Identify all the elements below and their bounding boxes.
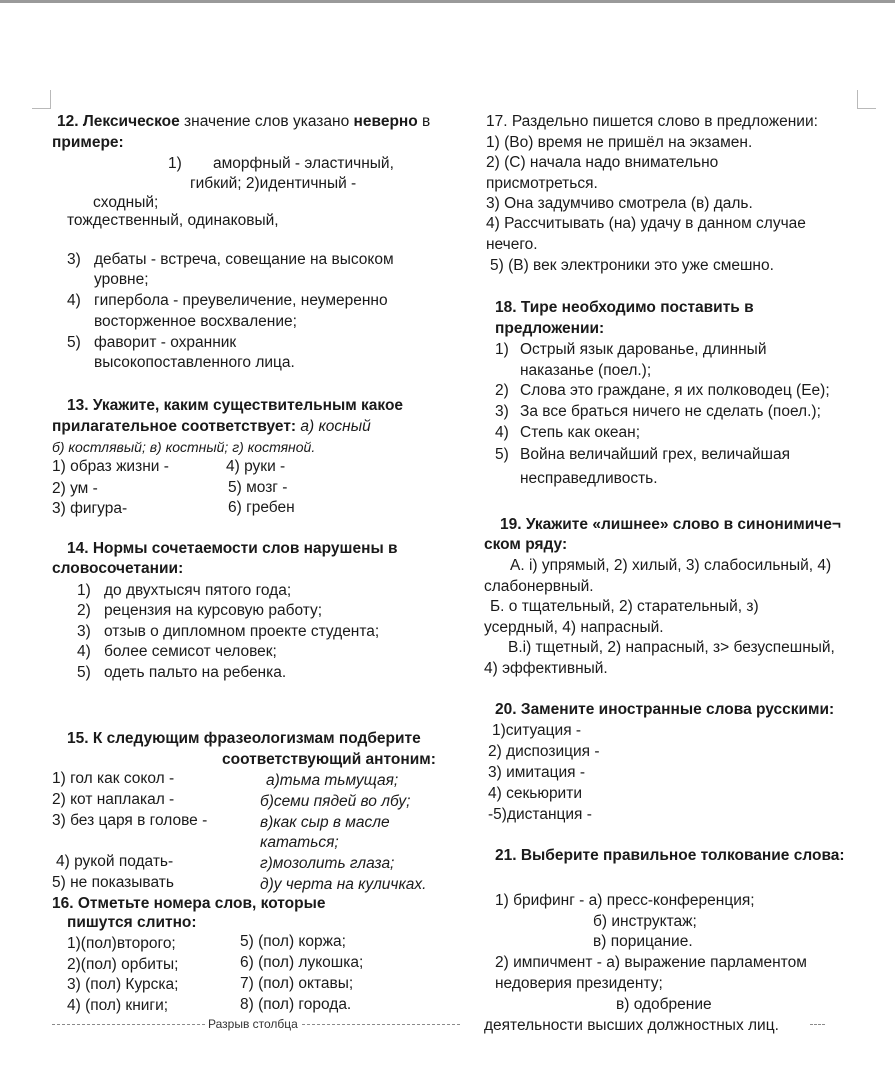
q18-item4: Степь как океан;	[520, 424, 641, 441]
q14-item-text: до двухтысяч пятого года;	[104, 582, 292, 599]
q18-item1-num: 1)	[495, 341, 509, 358]
q16-word-5: 5) (пол) коржа;	[240, 933, 346, 950]
q18-title-line1: 18. Тире необходимо поставить в	[495, 299, 754, 316]
q20-word-2: 2) диспозиция -	[488, 743, 600, 760]
q19-title-line1: 19. Укажите «лишнее» слово в синонимиче¬	[500, 516, 841, 533]
q12-item1-line1: аморфный - эластичный,	[213, 155, 394, 172]
q12-item5-line2: высокопоставленного лица.	[94, 354, 295, 371]
q15-phrase-4: 4) рукой подать-	[56, 853, 174, 870]
q12-item4-line1: гипербола - преувеличение, неумеренно	[94, 292, 388, 309]
q18-item5-line1: Война величайший грех, величайшая	[520, 446, 790, 463]
q15-phrase-2: 2) кот наплакал -	[52, 791, 175, 808]
q12-item1-line3: сходный;	[93, 194, 159, 211]
margin-corner-right	[857, 90, 876, 109]
q12-item1-num: 1)	[168, 155, 182, 172]
q12-item1-line4: тождественный, одинаковый,	[67, 212, 279, 229]
q19-row-a-line2: слабонервный.	[484, 578, 594, 595]
q16-word-3: 3) (пол) Курска;	[67, 976, 179, 993]
q14-title-line2: словосочетании:	[52, 560, 184, 577]
q15-phrase-1: 1) гол как сокол -	[52, 770, 175, 787]
q16-word-8: 8) (пол) города.	[240, 996, 352, 1013]
q21-line3: в) порицание.	[593, 933, 693, 950]
q18-item2-num: 2)	[495, 382, 509, 399]
q12-item5-line1: фаворит - охранник	[94, 334, 237, 351]
q21-line5: недоверия президенту;	[495, 975, 663, 992]
q16-word-4: 4) (пол) книги;	[67, 997, 169, 1014]
q20-word-1: 1)ситуация -	[492, 722, 582, 739]
q14-item-text: отзыв о дипломном проекте студента;	[104, 623, 380, 640]
q16-word-2: 2)(пол) орбиты;	[67, 956, 179, 973]
q12-item3-line2: уровне;	[94, 271, 149, 288]
q15-antonym-a: а)тьма тьмущая;	[266, 772, 399, 789]
q13-title-line1: 13. Укажите, каким существительным какое	[67, 397, 404, 414]
q17-line3: присмотреться.	[486, 175, 598, 192]
q21-line4: 2) импичмент - а) выражение парламентом	[495, 954, 807, 971]
q17-line4: 3) Она задумчиво смотрела (в) даль.	[486, 195, 753, 212]
q17-line2: 2) (С) начала надо внимательно	[486, 154, 719, 171]
column-break-line-right	[810, 1024, 825, 1025]
q12-title-line1: 12. Лексическое значение слов указано неверно в	[57, 113, 431, 130]
q18-item3-num: 3)	[495, 403, 509, 420]
margin-corner-left	[32, 90, 51, 109]
q15-phrase-3: 3) без царя в голове -	[52, 812, 208, 829]
q20-title: 20. Замените иностранные слова русскими:	[495, 701, 835, 718]
q19-row-b-line2: усердный, 4) напрасный.	[484, 619, 664, 636]
q15-antonym-e: д)у черта на куличках.	[260, 876, 427, 893]
q14-item-text: рецензия на курсовую работу;	[104, 602, 323, 619]
q12-item4-line2: восторженное восхваление;	[94, 313, 297, 330]
q20-word-3: 3) имитация -	[488, 764, 586, 781]
top-border	[0, 0, 895, 3]
q16-word-1: 1)(пол)второго;	[67, 935, 176, 952]
q15-antonym-d: г)мозолить глаза;	[260, 855, 395, 872]
q18-title-line2: предложении:	[495, 320, 605, 337]
q18-item3: За все браться ничего не сделать (поел.);	[520, 403, 821, 420]
q13-noun-4: 4) руки -	[226, 458, 286, 475]
q13-title-line2: прилагательное соответствует: а) косный	[52, 418, 371, 435]
q21-line2: б) инструктаж;	[593, 913, 697, 930]
q17-line7: 5) (В) век электроники это уже смешно.	[490, 257, 774, 274]
q14-item-num: 4)	[77, 643, 91, 660]
q16-title-line1: 16. Отметьте номера слов, которые	[52, 895, 326, 912]
q18-item2: Слова это граждане, я их полководец (Ее);	[520, 382, 830, 399]
q12-item3-line1: дебаты - встреча, совещание на высоком	[94, 251, 394, 268]
q20-word-5: -5)дистанция -	[488, 806, 592, 823]
q15-phrase-5: 5) не показывать	[52, 874, 174, 891]
q15-antonym-b: б)семи пядей во лбу;	[260, 793, 411, 810]
q14-item-num: 1)	[77, 582, 91, 599]
q19-row-a-line1: А. i) упрямый, 2) хилый, 3) слабосильный, 4)	[510, 557, 832, 574]
q15-title-line2: соответствующий антоним:	[222, 751, 436, 768]
q19-row-c-line2: 4) эффективный.	[484, 660, 608, 677]
q14-item-num: 5)	[77, 664, 91, 681]
q18-item4-num: 4)	[495, 424, 509, 441]
q19-row-c-line1: В.i) тщетный, 2) напрасный, з> безуспешный,	[508, 639, 835, 656]
q19-row-b-line1: Б. о тщательный, 2) старательный, з)	[490, 598, 759, 615]
q13-noun-2: 2) ум -	[52, 480, 98, 497]
q15-antonym-c-line2: кататься;	[260, 834, 339, 851]
q18-item1-line2: наказанье (поел.);	[520, 362, 652, 379]
q18-item5-num: 5)	[495, 446, 509, 463]
q12-item3-num: 3)	[67, 251, 81, 268]
q13-noun-1: 1) образ жизни -	[52, 458, 169, 475]
q15-title-line1: 15. К следующим фразеологизмам подберите	[67, 730, 421, 747]
q14-item-num: 2)	[77, 602, 91, 619]
q14-item-text: более семисот человек;	[104, 643, 277, 660]
q18-item1-line1: Острый язык дарованье, длинный	[520, 341, 767, 358]
q12-item4-num: 4)	[67, 292, 81, 309]
q16-word-6: 6) (пол) лукошка;	[240, 954, 364, 971]
q21-line1: 1) брифинг - а) пресс-конференция;	[495, 892, 755, 909]
q17-line6: нечего.	[486, 236, 538, 253]
q17-line1: 1) (Во) время не пришёл на экзамен.	[486, 134, 753, 151]
q17-title: 17. Раздельно пишется слово в предложении:	[486, 113, 818, 130]
q14-title-line1: 14. Нормы сочетаемости слов нарушены в	[67, 540, 398, 557]
q13-noun-6: 6) гребен	[228, 499, 295, 516]
column-break-label: Разрыв столбца	[205, 1017, 301, 1031]
q21-line7: деятельности высших должностных лиц.	[484, 1017, 779, 1034]
q12-item1-line2: гибкий; 2)идентичный -	[190, 175, 357, 192]
q15-antonym-c-line1: в)как сыр в масле	[260, 814, 390, 831]
q18-item5-line2: несправедливость.	[520, 470, 658, 487]
q14-item-num: 3)	[77, 623, 91, 640]
q16-title-line2: пишутся слитно:	[67, 914, 197, 931]
q17-line5: 4) Рассчитывать (на) удачу в данном случае	[486, 215, 806, 232]
q21-title: 21. Выберите правильное толкование слова:	[495, 847, 845, 864]
q16-word-7: 7) (пол) октавы;	[240, 975, 354, 992]
q19-title-line2: ском ряду:	[484, 536, 568, 553]
q13-options: б) костлявый; в) костный; г) костяной.	[52, 439, 316, 455]
q13-noun-3: 3) фигура-	[52, 500, 128, 517]
q20-word-4: 4) секьюрити	[488, 785, 582, 802]
q12-title-line2: примере:	[52, 134, 124, 151]
q13-noun-5: 5) мозг -	[228, 479, 288, 496]
q14-item-text: одеть пальто на ребенка.	[104, 664, 287, 681]
q12-item5-num: 5)	[67, 334, 81, 351]
q21-line6: в) одобрение	[616, 996, 712, 1013]
